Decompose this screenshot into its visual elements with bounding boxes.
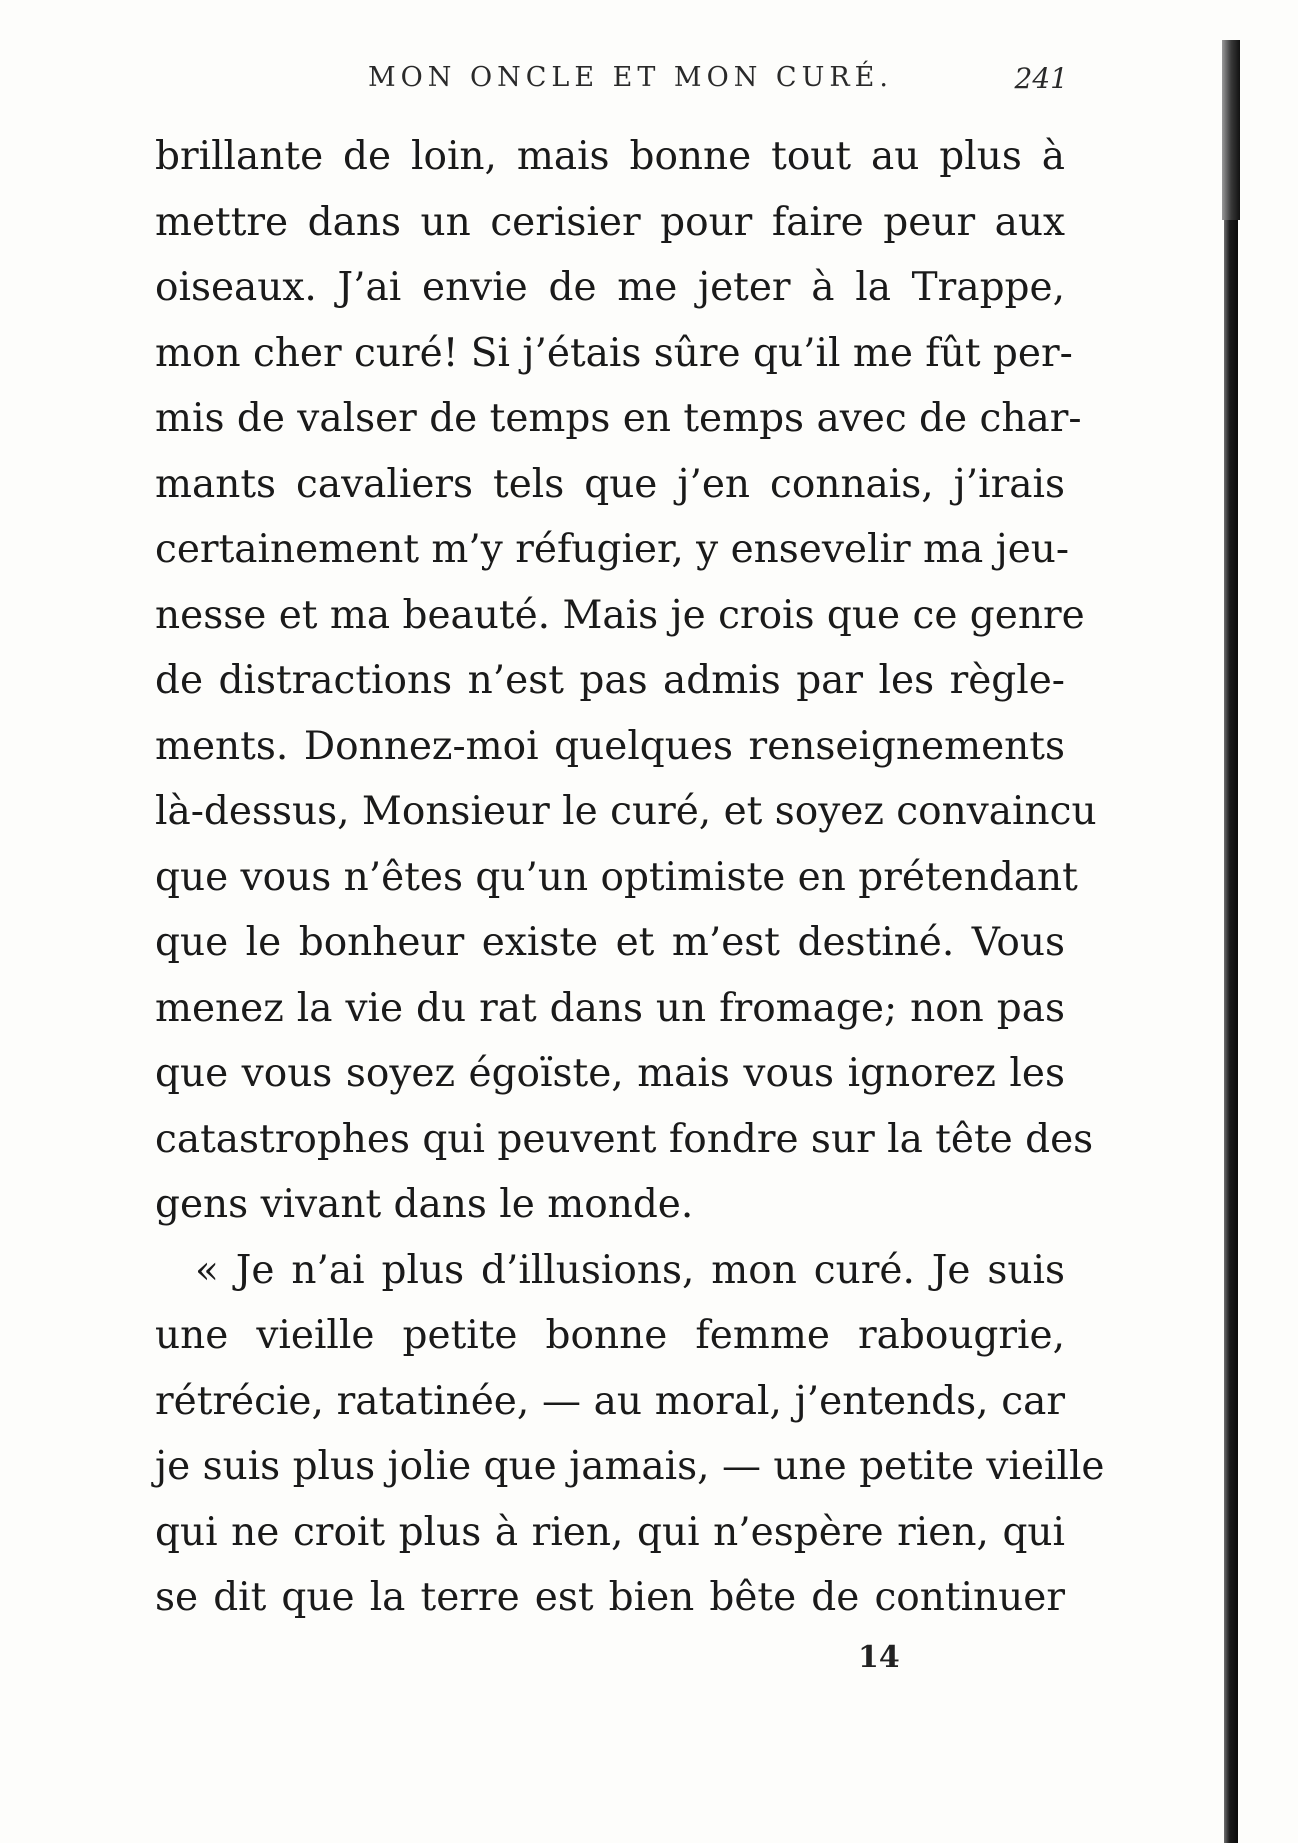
text-line: se dit que la terre est bien bête de continuer (155, 1575, 1065, 1620)
text-line: menez la vie du rat dans un fromage; non pas (155, 985, 1065, 1031)
text-line: qui ne croit plus à rien, qui n’espère rien, qui (155, 1509, 1065, 1555)
printer-signature-mark: 14 (858, 1640, 900, 1675)
running-title: MON ONCLE ET MON CURÉ. (368, 62, 893, 93)
text-line: là-dessus, Monsieur le curé, et soyez convaincu (155, 789, 1097, 834)
text-line: mettre dans un cerisier pour faire peur aux (155, 199, 1065, 245)
text-line: mon cher curé! Si j’étais sûre qu’il me fût per- (155, 330, 1073, 376)
body-text (155, 124, 1105, 1631)
text-line: nesse et ma beauté. Mais je crois que ce genre (155, 592, 1085, 638)
text-line: une vieille petite bonne femme rabougrie, (155, 1313, 1065, 1358)
paragraph-end-line: gens vivant dans le monde. (155, 1182, 694, 1227)
text-line: rétrécie, ratatinée, — au moral, j’entends, car (155, 1378, 1065, 1424)
text-line: ments. Donnez-moi quelques renseignements (155, 723, 1065, 769)
text-line: que vous soyez égoïste, mais vous ignorez les (155, 1051, 1065, 1096)
text-line: de distractions n’est pas admis par les règle- (155, 658, 1065, 703)
text-line: certainement m’y réfugier, y ensevelir ma jeu- (155, 527, 1070, 572)
paragraph-start-line: « Je n’ai plus d’illusions, mon curé. Je suis (195, 1247, 1065, 1293)
text-line: je suis plus jolie que jamais, — une petite vieille (155, 1444, 1105, 1489)
binding-edge-highlight (1222, 40, 1240, 220)
binding-edge (1224, 40, 1238, 1843)
text-line: brillante de loin, mais bonne tout au plus à (155, 134, 1065, 179)
text-line: oiseaux. J’ai envie de me jeter à la Trappe, (155, 265, 1065, 310)
text-line: mants cavaliers tels que j’en connais, j’irais (155, 461, 1065, 507)
text-line: que vous n’êtes qu’un optimiste en prétendant (155, 854, 1078, 900)
text-line: mis de valser de temps en temps avec de char- (155, 396, 1082, 441)
page-number: 241 (1014, 62, 1068, 95)
text-line: catastrophes qui peuvent fondre sur la tête des (155, 1116, 1094, 1162)
text-line: que le bonheur existe et m’est destiné. Vous (155, 920, 1065, 965)
running-head (168, 62, 1068, 102)
